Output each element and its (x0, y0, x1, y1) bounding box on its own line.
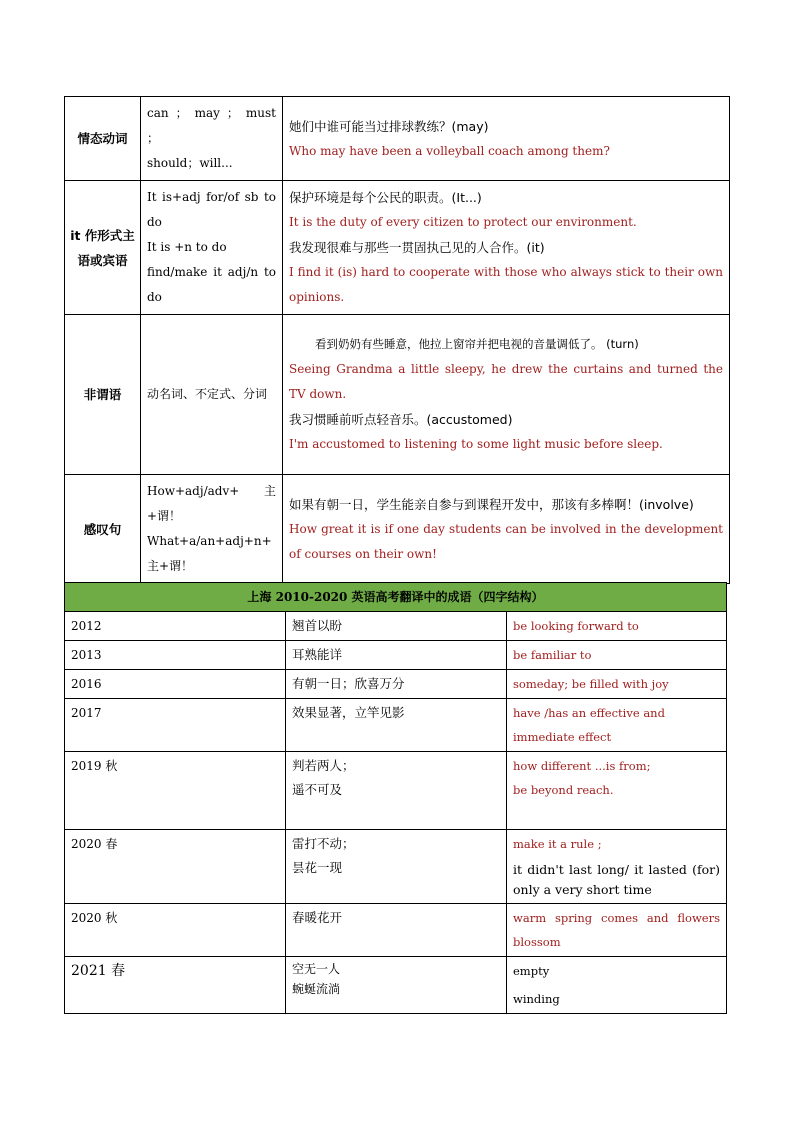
grammar-patterns (141, 315, 283, 475)
idiom-chinese-line: 效果显著，立竿见影 (292, 705, 405, 720)
english-translation: I'm accustomed to listening to some light music before sleep. (289, 437, 663, 451)
idiom-row (65, 641, 727, 670)
idiom-table-title: 上海 2010-2020 英语高考翻译中的成语（四字结构） (65, 583, 727, 612)
idiom-english-line: make it a rule ; (513, 837, 602, 851)
idiom-english-line: be looking forward to (513, 619, 639, 633)
grammar-examples (283, 315, 730, 475)
idiom-chinese (286, 957, 507, 1014)
idiom-english-line: winding (513, 992, 560, 1006)
idiom-english-line: it didn't last long/ it lasted (for) only a very short time (513, 862, 720, 897)
english-translation: It is the duty of every citizen to protect our environment. (289, 215, 637, 229)
idiom-row (65, 670, 727, 699)
chinese-sentence: 我发现很难与那些一贯固执己见的人合作。(it) (289, 240, 545, 255)
idiom-english (507, 699, 727, 752)
idiom-year: 2012 (65, 612, 286, 641)
idiom-english (507, 641, 727, 670)
grammar-patterns (141, 181, 283, 315)
grammar-patterns (141, 475, 283, 584)
idiom-chinese-line: 雷打不动； (292, 836, 355, 851)
grammar-category: 非谓语 (65, 315, 141, 475)
idiom-english-line: be familiar to (513, 648, 592, 662)
idiom-english-line: be beyond reach. (513, 783, 614, 797)
idiom-english (507, 670, 727, 699)
grammar-examples (283, 181, 730, 315)
idiom-year: 2021 春 (65, 957, 286, 1014)
pattern-line: How+adj/adv+主+谓！ (147, 484, 276, 523)
idiom-english-line: someday; be filled with joy (513, 677, 669, 691)
english-translation: I find it (is) hard to cooperate with those who always stick to their own opinions. (289, 265, 723, 304)
idiom-year: 2016 (65, 670, 286, 699)
idiom-english (507, 752, 727, 830)
idiom-chinese-line: 遥不可及 (292, 782, 343, 797)
idiom-chinese-line: 蜿蜒流淌 (292, 982, 341, 996)
idiom-english-line: warm spring comes and flowers blossom (513, 911, 720, 949)
idiom-chinese-line: 耳熟能详 (292, 647, 343, 662)
idiom-year: 2020 春 (65, 830, 286, 904)
idiom-chinese-line: 翘首以盼 (292, 618, 343, 633)
idiom-year: 2017 (65, 699, 286, 752)
grammar-category: it 作形式主语或宾语 (65, 181, 141, 315)
english-translation: Who may have been a volleyball coach among them? (289, 143, 610, 158)
idiom-english (507, 904, 727, 957)
idiom-english (507, 612, 727, 641)
idiom-english-line: have /has an effective and immediate effect (513, 706, 665, 744)
grammar-row (65, 475, 730, 584)
pattern-line: What+a/an+adj+n+ 主+谓！ (147, 534, 272, 573)
idiom-row (65, 957, 727, 1014)
idiom-english-line: how different ...is from; (513, 759, 651, 773)
grammar-category: 情态动词 (65, 97, 141, 181)
idiom-table-header-row (65, 583, 727, 612)
idiom-row (65, 612, 727, 641)
grammar-row (65, 97, 730, 181)
pattern-line: 动名词、不定式、分词 (147, 387, 268, 401)
idiom-row (65, 830, 727, 904)
grammar-examples (283, 97, 730, 181)
pattern-line: should；will... (147, 156, 233, 170)
idiom-english-line: empty (513, 964, 550, 978)
idiom-chinese (286, 752, 507, 830)
pattern-line: can ； may ； must ； (147, 106, 276, 145)
idiom-chinese (286, 670, 507, 699)
chinese-sentence: 看到奶奶有些睡意，他拉上窗帘并把电视的音量调低了。 (turn) (315, 337, 639, 351)
idiom-year: 2013 (65, 641, 286, 670)
idiom-chinese-line: 昙花一现 (292, 860, 343, 875)
chinese-sentence: 我习惯睡前听点轻音乐。(accustomed) (289, 412, 513, 427)
idiom-chinese (286, 904, 507, 957)
idiom-chinese (286, 641, 507, 670)
idiom-year: 2019 秋 (65, 752, 286, 830)
idiom-row (65, 904, 727, 957)
chinese-sentence: 保护环境是每个公民的职责。(It...) (289, 190, 482, 205)
idiom-chinese-line: 空无一人 (292, 962, 341, 976)
chinese-sentence: 她们中谁可能当过排球教练？(may) (289, 118, 489, 134)
idiom-chinese-line: 有朝一日；欣喜万分 (292, 676, 405, 691)
pattern-line: It is+adj for/of sb to do (147, 190, 276, 229)
idiom-chinese (286, 830, 507, 904)
chinese-sentence: 如果有朝一日，学生能亲自参与到课程开发中，那该有多棒啊！(involve) (289, 496, 694, 512)
grammar-row (65, 181, 730, 315)
idiom-chinese (286, 612, 507, 641)
idiom-row (65, 752, 727, 830)
grammar-row (65, 315, 730, 475)
idiom-table (64, 582, 727, 1014)
pattern-line: find/make it adj/n to do (147, 265, 276, 304)
idiom-english (507, 957, 727, 1014)
idiom-chinese (286, 699, 507, 752)
grammar-table (64, 96, 730, 584)
pattern-line: It is +n to do (147, 240, 227, 254)
grammar-patterns (141, 97, 283, 181)
english-translation: Seeing Grandma a little sleepy, he drew the curtains and turned the TV down. (289, 362, 723, 401)
idiom-chinese-line: 判若两人； (292, 758, 355, 773)
idiom-chinese-line: 春暖花开 (292, 910, 343, 925)
grammar-category: 感叹句 (65, 475, 141, 584)
idiom-row (65, 699, 727, 752)
english-translation: How great it is if one day students can be involved in the development of courses on their own! (289, 521, 723, 561)
idiom-english (507, 830, 727, 904)
grammar-examples (283, 475, 730, 584)
idiom-year: 2020 秋 (65, 904, 286, 957)
